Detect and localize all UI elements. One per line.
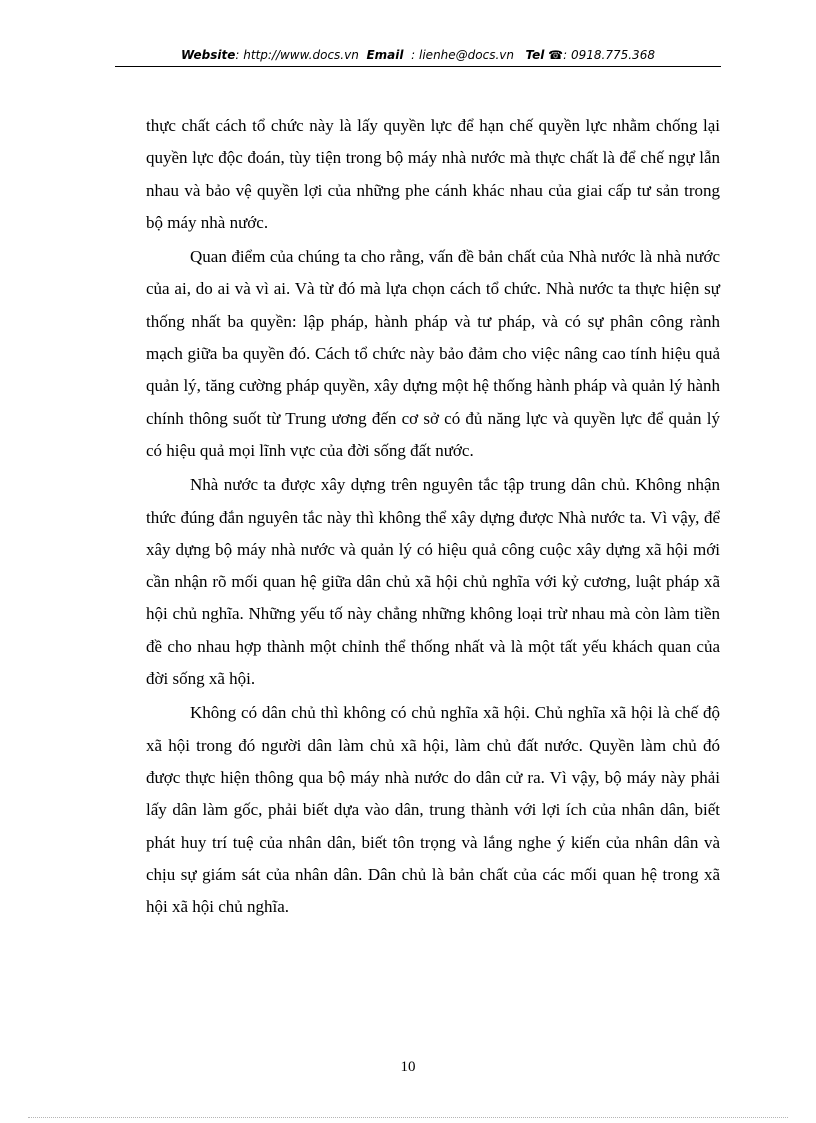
page-bottom-border	[28, 1117, 788, 1118]
tel-number: : 0918.775.368	[563, 48, 655, 62]
paragraph-2: Quan điểm của chúng ta cho rằng, vấn đề bản chất của Nhà nước là nhà nước của ai, do ai và vì ai. Và từ đó mà lựa chọn cách tổ chức. Nhà nước ta thực hiện sự thống nhất ba quyền: lập pháp, hành pháp và tư pháp, và có sự phân công rành mạch giữa ba quyền đó. Cách tổ chức này bảo đảm cho việc nâng cao tính hiệu quả quản lý, tăng cường pháp quyền, xây dựng một hệ thống hành pháp và quản lý hành chính thông suốt từ Trung ương đến cơ sở có đủ năng lực và quyền lực để quản lý có hiệu quả mọi lĩnh vực của đời sống đất nước.	[146, 247, 720, 460]
email-separator: :	[411, 48, 416, 62]
website-separator: :	[235, 48, 240, 62]
email-label: Email	[366, 48, 404, 62]
page-header	[115, 47, 721, 63]
website-url: http://www.docs.vn	[243, 48, 359, 62]
phone-icon: ☎	[548, 48, 564, 62]
paragraph-1: thực chất cách tổ chức này là lấy quyền lực để hạn chế quyền lực nhằm chống lại quyền lực độc đoán, tùy tiện trong bộ máy nhà nước mà thực chất là để chế ngự lẫn nhau và bảo vệ quyền lợi của những phe cánh khác nhau của giai cấp tư sản trong bộ máy nhà nước.	[146, 116, 720, 232]
paragraph-3: Nhà nước ta được xây dựng trên nguyên tắc tập trung dân chủ. Không nhận thức đúng đắn nguyên tắc này thì không thể xây dựng được Nhà nước ta. Vì vậy, để xây dựng bộ máy nhà nước và quản lý có hiệu quả công cuộc xây dựng xã hội mới cần nhận rõ mối quan hệ giữa dân chủ xã hội chủ nghĩa với kỷ cương, luật pháp xã hội chủ nghĩa. Những yếu tố này chẳng những không loại trừ nhau mà còn làm tiền đề cho nhau hợp thành một chỉnh thể thống nhất và là một tất yếu khách quan của đời sống xã hội.	[146, 475, 720, 689]
tel-label: Tel	[525, 48, 545, 62]
website-label: Website	[181, 48, 236, 62]
document-body	[146, 110, 720, 925]
header-divider	[115, 66, 721, 67]
email-address: lienhe@docs.vn	[419, 48, 514, 62]
paragraph-4: Không có dân chủ thì không có chủ nghĩa xã hội. Chủ nghĩa xã hội là chế độ xã hội trong đó người dân làm chủ xã hội, làm chủ đất nước. Quyền làm chủ đó được thực hiện thông qua bộ máy nhà nước do dân cử ra. Vì vậy, bộ máy này phải lấy dân làm gốc, phải biết dựa vào dân, trung thành với lợi ích của nhân dân, biết phát huy trí tuệ của nhân dân, biết tôn trọng và lắng nghe ý kiến của nhân dân và chịu sự giám sát của nhân dân. Dân chủ là bản chất của các mối quan hệ trong xã hội xã hội chủ nghĩa.	[146, 703, 720, 917]
page-number: 10	[400, 1059, 416, 1075]
